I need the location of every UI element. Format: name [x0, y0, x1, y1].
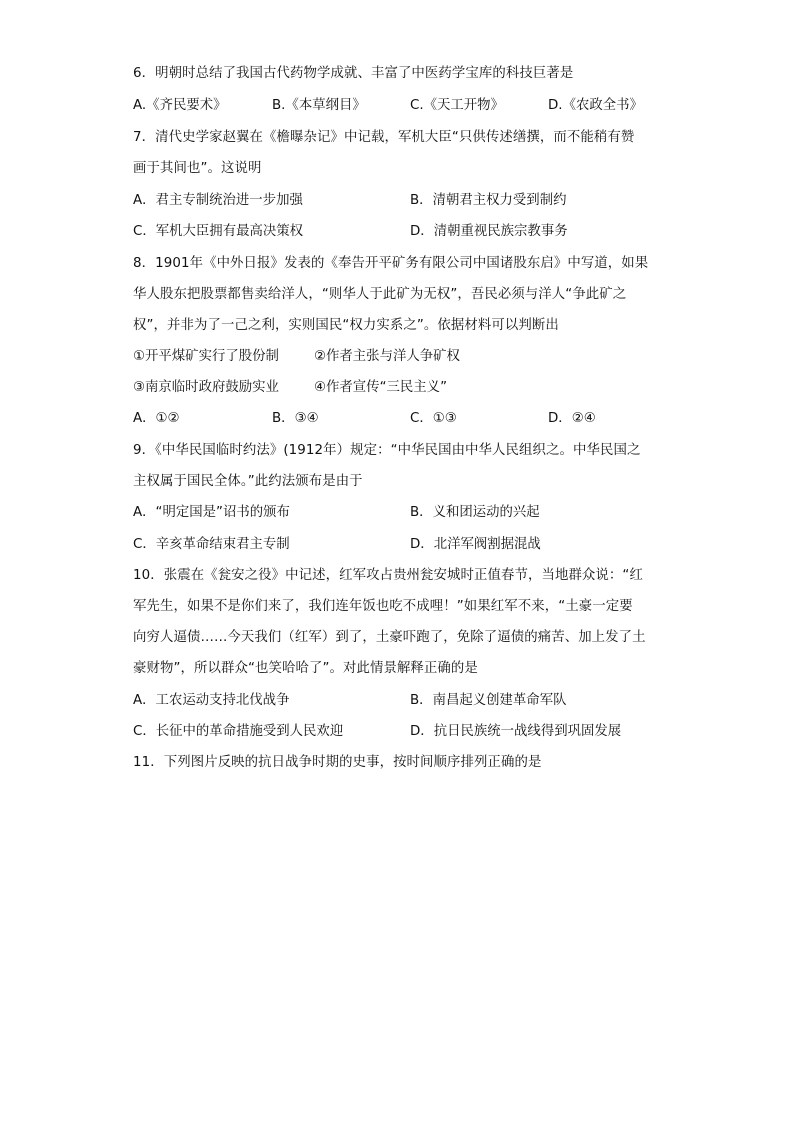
q8-item-3: ③南京临时政府鼓励实业: [133, 380, 279, 395]
q6-stem-line-1: 6．明朝时总结了我国古代药物学成就、丰富了中医药学宝库的科技巨著是: [133, 66, 574, 81]
q10-stem-line-4: 豪财物”，所以群众“也笑哈哈了”。对此情景解释正确的是: [133, 661, 478, 676]
q11-stem-line-1: 11．下列图片反映的抗日战争时期的史事，按时间顺序排列正确的是: [133, 755, 542, 770]
q8-stem-line-2: 华人股东把股票都售卖给洋人，“则华人于此矿为无权”，吾民必须与洋人“争此矿之: [133, 287, 627, 302]
q8-option-d: D．②④: [548, 411, 596, 426]
q9-option-a: A．“明定国是”诏书的颁布: [133, 505, 290, 520]
q8-item-4: ④作者宣传“三民主义”: [314, 380, 448, 395]
q8-stem-line-1: 8．1901年《中外日报》发表的《奉告开平矿务有限公司中国诸股东启》中写道，如果: [133, 256, 649, 271]
q8-item-2: ②作者主张与洋人争矿权: [314, 349, 460, 364]
q10-stem-line-1: 10．张震在《瓮安之役》中记述，红军攻占贵州瓮安城时正值春节，当地群众说：“红: [133, 568, 643, 583]
q9-option-b: B．义和团运动的兴起: [410, 505, 540, 520]
q6-option-a: A.《齐民要术》: [133, 98, 227, 113]
q6-option-d: D.《农政全书》: [548, 98, 643, 113]
q8-option-c: C．①③: [410, 411, 457, 426]
q8-option-b: B．③④: [272, 411, 319, 426]
q7-option-d: D．清朝重视民族宗教事务: [410, 224, 568, 239]
q6-option-c: C.《天工开物》: [410, 98, 504, 113]
q9-option-d: D．北洋军阀割据混战: [410, 537, 541, 552]
q7-option-b: B．清朝君主权力受到制约: [410, 193, 567, 208]
q10-option-d: D．抗日民族统一战线得到巩固发展: [410, 724, 622, 739]
q10-stem-line-3: 向穷人逼债……今天我们（红军）到了，土豪吓跑了，免除了逼债的痛苦、加上发了土: [133, 630, 646, 645]
q9-option-c: C．辛亥革命结束君主专制: [133, 537, 290, 552]
q9-stem-line-1: 9．《中华民国临时约法》(1912年）规定：“中华民国由中华人民组织之。中华民国之: [133, 443, 641, 458]
q10-option-b: B．南昌起义创建革命军队: [410, 693, 567, 708]
q9-stem-line-2: 主权属于国民全体。”此约法颁布是由于: [133, 474, 363, 489]
q8-option-a: A．①②: [133, 411, 180, 426]
q7-option-a: A．君主专制统治进一步加强: [133, 193, 303, 208]
q6-option-b: B.《本草纲目》: [272, 98, 366, 113]
q7-option-c: C．军机大臣拥有最高决策权: [133, 224, 304, 239]
q8-item-1: ①开平煤矿实行了股份制: [133, 349, 279, 364]
q10-stem-line-2: 军先生，如果不是你们来了，我们连年饭也吃不成哩！”如果红军不来，“土豪一定要: [133, 599, 633, 614]
q7-stem-line-1: 7．清代史学家赵翼在《檐曝杂记》中记载，军机大臣“只供传述缮撰，而不能稍有赞: [133, 130, 635, 145]
q10-option-a: A．工农运动支持北伐战争: [133, 693, 290, 708]
q10-option-c: C．长征中的革命措施受到人民欢迎: [133, 724, 344, 739]
q8-stem-line-3: 权”，并非为了一己之利，实则国民“权力实系之”。依据材料可以判断出: [133, 318, 559, 333]
q7-stem-line-2: 画于其间也”。这说明: [133, 161, 262, 176]
